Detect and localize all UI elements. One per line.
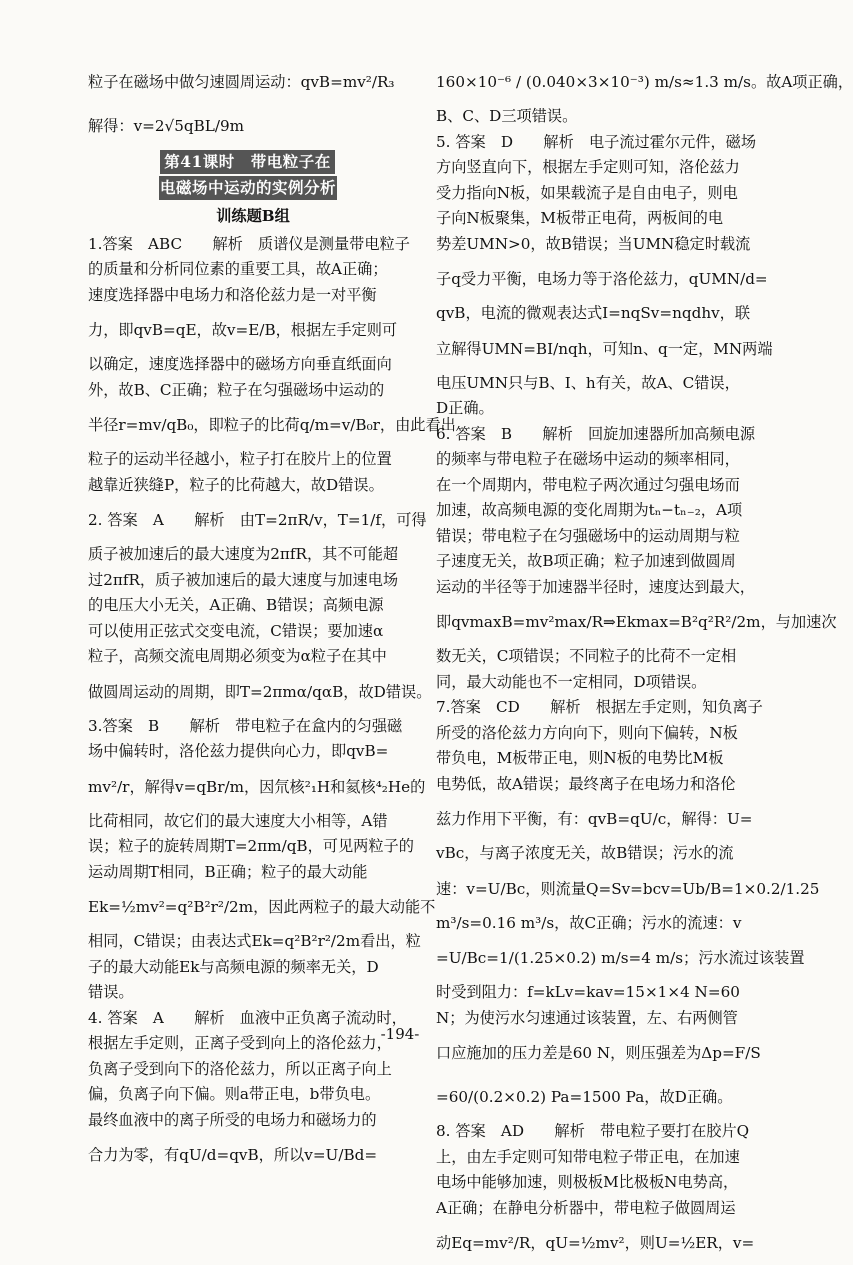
text-line: 口应施加的压力差是60 N，则压强差为Δp=F/S [436, 1044, 761, 1062]
text-line: 立解得UMN=BI/nqh，可知n、q一定，MN两端 [436, 339, 773, 358]
text-line: 相同，C错误；由表达式Ek=q²B²r²/2m看出，粒 [88, 932, 421, 950]
text-line: 粒子的运动半径越小，粒子打在胶片上的位置 [88, 450, 392, 468]
text-line: 场中偏转时，洛伦兹力提供向心力，即qvB= [88, 742, 389, 760]
text-line: 势差UMN>0，故B错误；当UMN稳定时载流 [436, 234, 751, 253]
text-line: =U/Bc=1/(1.25×0.2) m/s=4 m/s；污水流过该装置 [436, 949, 805, 967]
text-line: 可以使用正弦式交变电流，C错误；要加速α [88, 621, 384, 640]
text-line: 所受的洛伦兹力方向向下，则向下偏转，N板 [436, 723, 738, 742]
text-line: 数无关，C项错误；不同粒子的比荷不一定相 [436, 647, 737, 665]
text-line: 上，由左手定则可知带电粒子带正电，在加速 [436, 1147, 740, 1166]
section-heading: 电磁场中运动的实例分析 [159, 176, 337, 200]
text-line: D正确。 [436, 399, 494, 417]
group-title: 训练题B组 [216, 207, 290, 225]
text-line: 同，最大动能也不一定相同，D项错误。 [436, 672, 707, 691]
text-line: 3.答案 B 解析 带电粒子在盒内的匀强磁 [88, 716, 403, 735]
text-line: 错误；带电粒子在匀强磁场中的运动周期与粒 [436, 526, 740, 545]
text-line: 错误。 [88, 983, 134, 1001]
text-line: 动Eq=mv²/R，qU=½mv²，则U=½ER，v= [436, 1234, 755, 1252]
text-line: 最终血液中的离子所受的电场力和磁场力的 [88, 1110, 377, 1129]
page-number: -194- [380, 1025, 420, 1043]
text-line: qvB，电流的微观表达式I=nqSv=nqdhv，联 [436, 304, 751, 322]
text-line: 速：v=U/Bc，则流量Q=Sv=bcv=Ub/B=1×0.2/1.25 [436, 879, 820, 898]
text-line: vBc，与离子浓度无关，故B错误；污水的流 [436, 844, 734, 862]
text-line: 时受到阻力：f=kLv=kav=15×1×4 N=60 [436, 983, 740, 1001]
text-line: 兹力作用下平衡，有：qvB=qU/c，解得：U= [436, 810, 753, 828]
text-line: 合力为零，有qU/d=qvB，所以v=U/Bd= [88, 1146, 378, 1164]
text-line: 粒子在磁场中做匀速圆周运动：qvB=mv²/R₃ [88, 73, 395, 91]
left-column [88, 60, 456, 1177]
text-line: 误；粒子的旋转周期T=2πm/qB，可见两粒子的 [88, 837, 414, 855]
text-line: 7.答案 CD 解析 根据左手定则，知负离子 [436, 698, 763, 716]
text-line: 解得：v=2√5qBL/9m [88, 117, 245, 135]
text-line: 的频率与带电粒子在磁场中运动的频率相同， [436, 450, 740, 468]
text-line: 子q受力平衡，电场力等于洛伦兹力，qUMN/d= [436, 270, 768, 288]
text-line: 力，即qvB=qE，故v=E/B，根据左手定则可 [88, 321, 398, 339]
text-line: 1.答案 ABC 解析 质谱仪是测量带电粒子 [88, 234, 410, 253]
text-line: m³/s=0.16 m³/s，故C正确；污水的流速：v [436, 913, 742, 932]
text-line: mv²/r，解得v=qBr/m，因氘核²₁H和氦核⁴₂He的 [88, 777, 426, 796]
text-line: 的电压大小无关，A正确、B错误；高频电源 [88, 596, 384, 614]
text-line: 偏，负离子向下偏。则a带正电，b带负电。 [88, 1085, 381, 1103]
text-line: 质子被加速后的最大速度为2πfR，其不可能超 [88, 545, 399, 563]
text-line: 2. 答案 A 解析 由T=2πR/v，T=1/f，可得 [88, 511, 427, 529]
text-line: 粒子，高频交流电周期必须变为α粒子在其中 [88, 647, 387, 665]
text-line: B、C、D三项错误。 [436, 107, 578, 125]
text-line: 4. 答案 A 解析 血液中正负离子流动时， [88, 1008, 407, 1027]
text-line: 即qvmaxB=mv²max/R⇒Ekmax=B²q²R²/2m，与加速次 [436, 613, 837, 631]
text-line: 运动的半径等于加速器半径时，速度达到最大， [436, 577, 755, 596]
text-line: 5. 答案 D 解析 电子流过霍尔元件，磁场 [436, 132, 757, 151]
right-column [436, 60, 853, 1265]
text-line: 以确定，速度选择器中的磁场方向垂直纸面向 [88, 355, 392, 373]
text-line: 运动周期T相同，B正确；粒子的最大动能 [88, 862, 368, 881]
text-line: 电势低，故A错误；最终离子在电场力和洛伦 [436, 774, 736, 793]
section-heading: 第41课时 带电粒子在 [160, 150, 335, 174]
text-line: 越靠近狭缝P，粒子的比荷越大，故D错误。 [88, 475, 384, 494]
text-line: 半径r=mv/qB₀，即粒子的比荷q/m=v/B₀r，由此看出 [88, 416, 456, 434]
text-line: 电场中能够加速，则极板M比极板N电势高， [436, 1173, 739, 1191]
text-line: Ek=½mv²=q²B²r²/2m，因此两粒子的最大动能不 [88, 898, 436, 916]
text-line: 子向N板聚集，M板带正电荷，两板间的电 [436, 209, 724, 227]
text-line: 在一个周期内，带电粒子两次通过匀强电场而 [436, 475, 740, 494]
text-line: 做圆周运动的周期，即T=2πmα/qαB，故D错误。 [88, 682, 432, 701]
text-line: N；为使污水匀速通过该装置，左、右两侧管 [436, 1008, 738, 1027]
text-line: 方向竖直向下，根据左手定则可知，洛伦兹力 [436, 158, 740, 176]
text-line: A正确；在静电分析器中，带电粒子做圆周运 [436, 1198, 736, 1217]
text-line: 受力指向N板，如果载流子是自由电子，则电 [436, 183, 738, 202]
text-line: 子速度无关，故B项正确；粒子加速到做圆周 [436, 552, 736, 570]
text-line: 负离子受到向下的洛伦兹力，所以正离子向上 [88, 1059, 392, 1078]
text-line: 子的最大动能Ek与高频电源的频率无关，D [88, 957, 379, 976]
text-line: =60/(0.2×0.2) Pa=1500 Pa，故D正确。 [436, 1088, 733, 1106]
text-line: 160×10⁻⁶ / (0.040×3×10⁻³) m/s≈1.3 m/s。故A项正确， [436, 73, 853, 91]
text-line: 带负电，M板带正电，则N板的电势比M板 [436, 749, 724, 767]
text-line: 的质量和分析同位素的重要工具，故A正确； [88, 260, 388, 278]
text-line: 根据左手定则，正离子受到向上的洛伦兹力， [88, 1034, 392, 1052]
text-line: 加速，故高频电源的变化周期为tₙ−tₙ₋₂，A项 [436, 501, 743, 519]
text-line: 6. 答案 B 解析 回旋加速器所加高频电源 [436, 424, 756, 443]
text-line: 8. 答案 AD 解析 带电粒子要打在胶片Q [436, 1122, 750, 1140]
text-line: 速度选择器中电场力和洛伦兹力是一对平衡 [88, 285, 377, 304]
text-line: 电压UMN只与B、I、h有关，故A、C错误， [436, 373, 740, 392]
text-line: 比荷相同，故它们的最大速度大小相等，A错 [88, 811, 388, 830]
text-line: 过2πfR，质子被加速后的最大速度与加速电场 [88, 570, 399, 589]
text-line: 外，故B、C正确；粒子在匀强磁场中运动的 [88, 380, 385, 399]
